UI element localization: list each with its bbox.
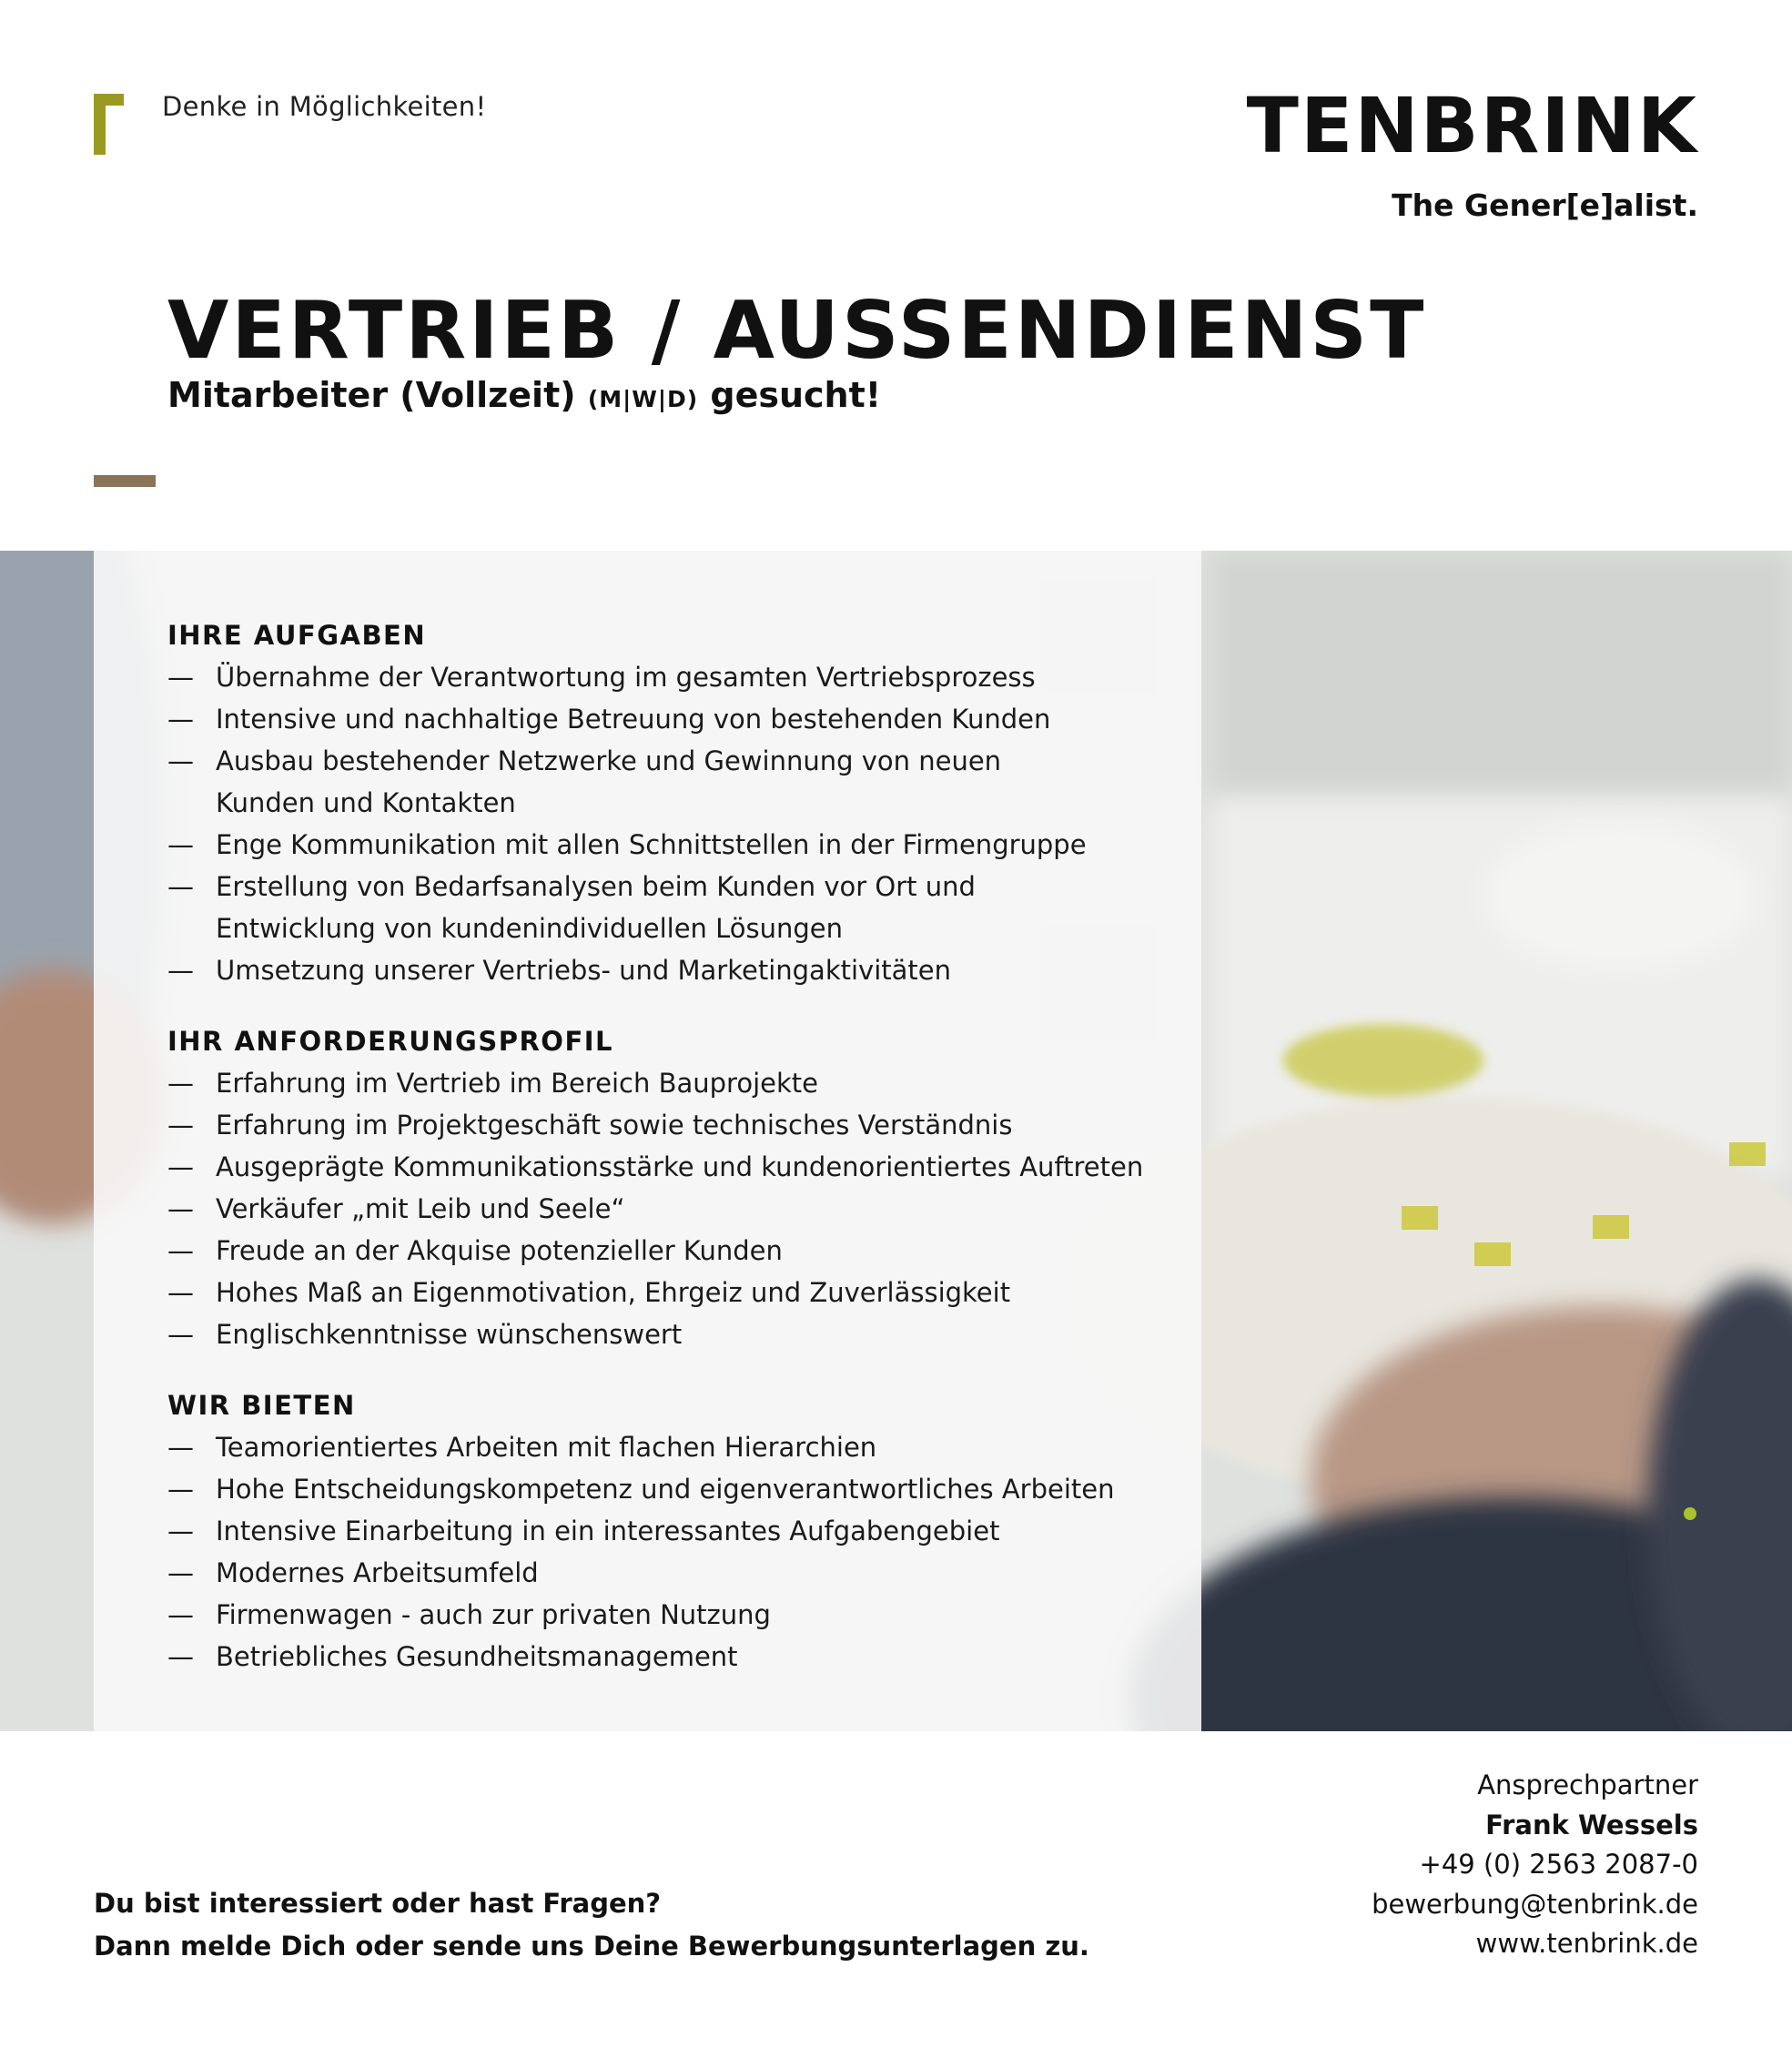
list-item: — Firmenwagen - auch zur privaten Nutzung xyxy=(167,1599,771,1630)
contact-name: Frank Wessels xyxy=(1485,1809,1698,1840)
slogan: Denke in Möglichkeiten! xyxy=(162,91,487,122)
cta-line-1: Du bist interessiert oder hast Fragen? xyxy=(94,1888,662,1919)
section-heading: WIR BIETEN xyxy=(167,1390,356,1421)
list-item: — Erstellung von Bedarfsanalysen beim Kunden vor Ort und Entwicklung von kundenindividuellen Lösungen xyxy=(167,871,976,944)
contact-email-link[interactable]: bewerbung@tenbrink.de xyxy=(1372,1888,1698,1920)
section-wir-bieten xyxy=(167,1385,1178,1678)
section-anforderungsprofil xyxy=(167,1021,1205,1355)
list-item: — Englischkenntnisse wünschenswert xyxy=(167,1319,683,1350)
section-heading: IHRE AUFGABEN xyxy=(167,620,427,651)
contact-label: Ansprechpartner xyxy=(1477,1769,1698,1800)
list-item: — Hohe Entscheidungskompetenz und eigenverantwortliches Arbeiten xyxy=(167,1474,1115,1505)
list-item: — Enge Kommunikation mit allen Schnittstellen in der Firmengruppe xyxy=(167,829,1087,860)
accent-divider xyxy=(94,475,156,487)
list-item: — Erfahrung im Vertrieb im Bereich Bauprojekte xyxy=(167,1068,818,1099)
list-item: — Freude an der Akquise potenzieller Kunden xyxy=(167,1235,783,1266)
list-item: — Verkäufer „mit Leib und Seele“ xyxy=(167,1193,625,1224)
list-item: — Hohes Maß an Eigenmotivation, Ehrgeiz und Zuverlässigkeit xyxy=(167,1277,1011,1308)
list-item: — Umsetzung unserer Vertriebs- und Marketingaktivitäten xyxy=(167,955,951,986)
list-item: — Intensive Einarbeitung in ein interessantes Aufgabengebiet xyxy=(167,1516,1000,1546)
company-logo xyxy=(1246,81,1698,223)
contact-phone[interactable]: +49 (0) 2563 2087-0 xyxy=(1419,1849,1698,1880)
section-aufgaben xyxy=(167,615,1178,991)
job-subtitle: Mitarbeiter (Vollzeit) (M|W|D) gesucht! xyxy=(167,375,882,415)
list-item: — Erfahrung im Projektgeschäft sowie technisches Verständnis xyxy=(167,1110,1013,1141)
contact-block xyxy=(1372,1766,1698,1964)
contact-website-link[interactable]: www.tenbrink.de xyxy=(1475,1928,1698,1959)
list-item: — Betriebliches Gesundheitsmanagement xyxy=(167,1641,738,1672)
list-item: — Teamorientiertes Arbeiten mit flachen Hierarchien xyxy=(167,1432,877,1463)
list-item: — Intensive und nachhaltige Betreuung von bestehenden Kunden xyxy=(167,704,1051,735)
corner-bracket-mark xyxy=(94,94,124,155)
cta-line-2: Dann melde Dich oder sende uns Deine Bewerbungsunterlagen zu. xyxy=(94,1931,1089,1962)
list-item: — Ausgeprägte Kommunikationsstärke und kundenorientiertes Auftreten xyxy=(167,1151,1144,1182)
logo-claim: The Gener[e]alist. xyxy=(1392,188,1698,223)
job-title: VERTRIEB / AUSSENDIENST xyxy=(167,284,1427,377)
list-item: — Modernes Arbeitsumfeld xyxy=(167,1557,539,1588)
logo-wordmark: TENBRINK xyxy=(1246,81,1698,170)
list-item: — Ausbau bestehender Netzwerke und Gewinnung von neuen Kunden und Kontakten xyxy=(167,745,1002,818)
list-item: — Übernahme der Verantwortung im gesamten Vertriebsprozess xyxy=(167,662,1036,693)
section-heading: IHR ANFORDERUNGSPROFIL xyxy=(167,1026,614,1057)
call-to-action xyxy=(94,1882,1089,1968)
